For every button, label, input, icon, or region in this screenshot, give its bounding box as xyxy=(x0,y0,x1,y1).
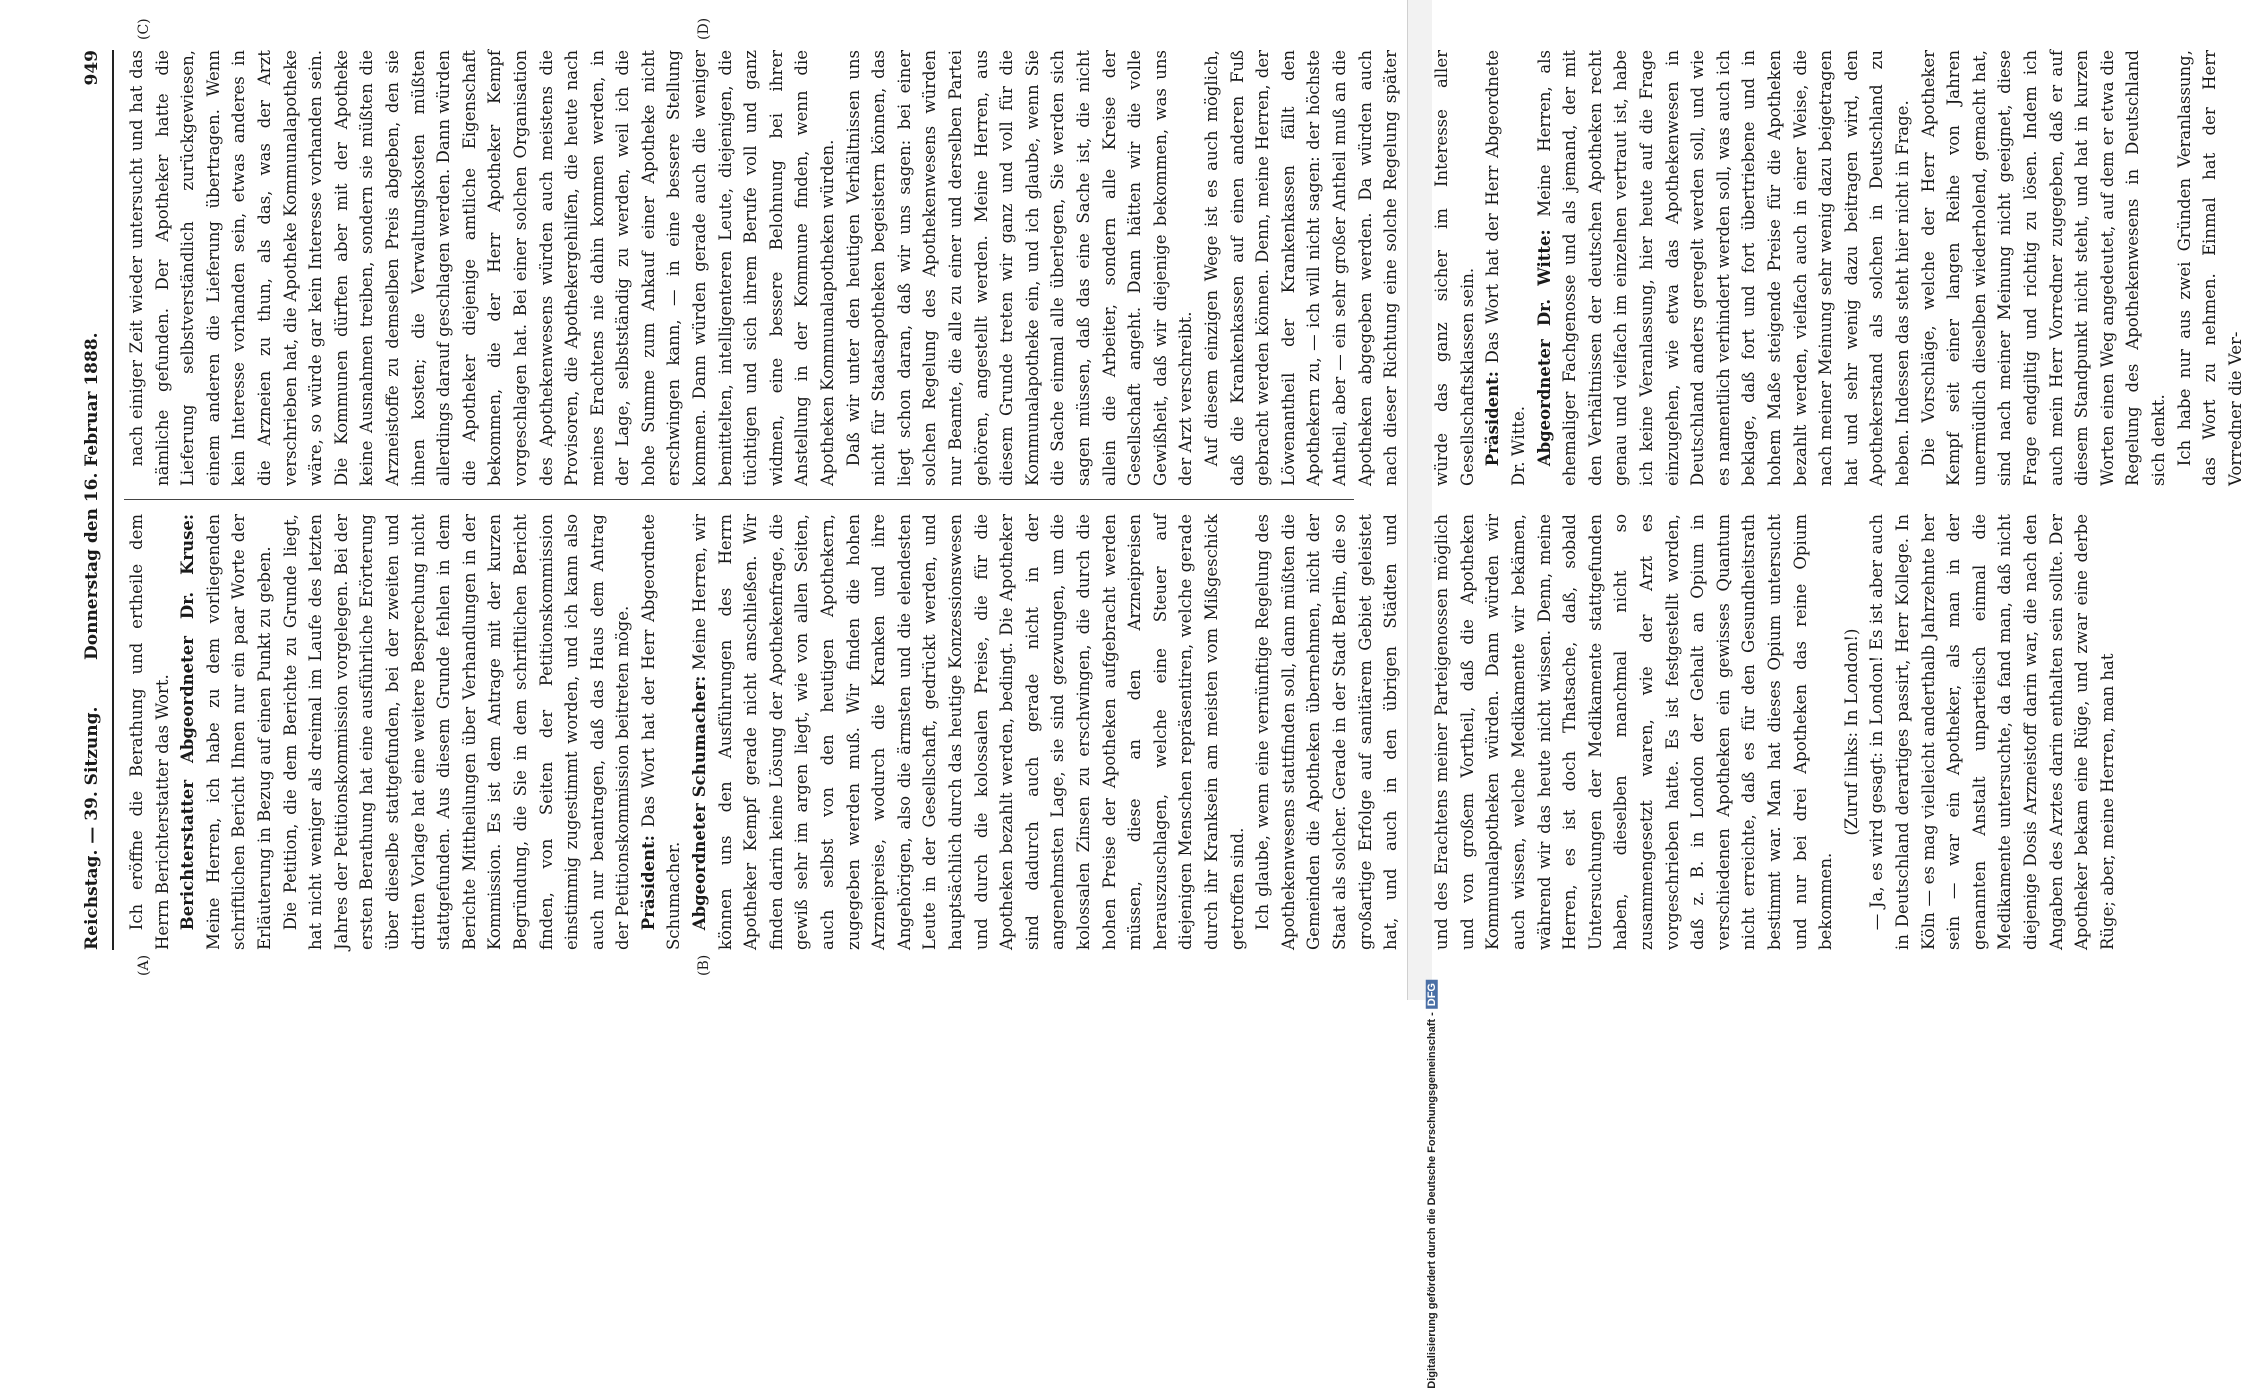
speaker-name: Berichterstatter Abgeordneter Dr. Kruse: xyxy=(178,514,197,930)
header-session: Reichstag. — 39. Sitzung. xyxy=(82,707,102,950)
speech-text: Meine Herren, wir können uns den Ausführungen des Herrn Apotheker Kempf gerade nicht anschließen. Wir finden darin keine Lösung der Apothekenfrage, die gewiß sehr im argen liegt, wie von allen Seiten, auch selbst von den heutigen Apothekern, zugegeben werden muß. Wir finden die hohen Arzneipreise, wodurch die Kranken und ihre Angehörigen, also die ärmsten und die elendesten Leute in der Gesellschaft, gedrückt werden, und hauptsächlich durch das heutige Konzessionswesen und durch die kolossalen Preise, die für die Apotheken bezahlt werden, bedingt. Die Apotheker sind dadurch auch gerade nicht in der angenehmsten Lage, sie sind gezwungen, um die kolossalen Zinsen zu erschwingen, die durch die hohen Preise der Apotheken aufgebracht werden müssen, diese an den Arzneipreisen herauszuschlagen, welche eine Steuer auf diejenigen Menschen repräsentiren, welche gerade durch ihr Kranksein am meisten vom Mißgeschick getroffen sind. xyxy=(690,514,1246,950)
page-number: 949 xyxy=(82,50,102,86)
speech-text: Das Wort hat der Herr Abgeordnete Dr. Witte. xyxy=(1483,50,1528,486)
paragraph: Ich glaube, wenn eine vernünftige Regelung des Apothekenwesens stattfinden soll, dann müßten die Gemeinden die Apotheken übernehmen, nicht der Staat als solcher. Gerade in der Stadt Berlin, die so großartige Erfolge auf sanitärem Gebiet geleistet hat, und auch in den übrigen Städten und und des Erachtens meiner Parteigenossen möglich und von großem Vortheil, daß die Apotheken Kommunalapotheken würden. Dann würden wir auch wissen, welche Medikamente wir bekämen, während wir das heute nicht wissen. Denn, meine Herren, es ist doch Thatsache, daß, sobald Untersuchungen der Medikamente stattgefunden haben, dieselben manchmal nicht so zusammengesetzt waren, wie der Arzt es vorgeschrieben hatte. Es ist festgestellt worden, daß z. B. in London der Gehalt an Opium in verschiedenen Apotheken ein gewisses Quantum nicht erreichte, daß es für den Gesundheitsrath bestimmt war. Man hat dieses Opium untersucht und nur bei drei Apotheken das reine Opium bekommen. xyxy=(1250,514,1839,950)
speaker-name: Abgeordneter Schumacher: xyxy=(690,676,709,930)
paragraph xyxy=(1532,50,1916,486)
scan-credit-strip xyxy=(1407,0,1432,1000)
paragraph: Daß wir unter den heutigen Verhältnissen uns nicht für Staatsapotheken begeistern können, das liegt schon daran, daß wir uns sagen: bei einer solchen Regelung des Apothekenwesens würden nur Beamte, die alle zu einer und derselben Partei gehören, angestellt werden. Meine Herren, aus diesem Grunde treten wir ganz und voll für die Kommunalapotheke ein, und ich glaube, wenn Sie die Sache einmal alle überlegen, Sie werden sich sagen müssen, daß das eine Sache ist, die nicht allein die Arbeiter, sondern alle Kreise der Gesellschaft angeht. Dann hätten wir die volle Gewißheit, daß wir diejenige bekommen, was uns der Arzt verschreibt. xyxy=(841,50,1199,486)
dfg-logo: DFG xyxy=(1426,980,1438,1009)
margin-mark-c: (C) xyxy=(136,18,152,40)
text-columns xyxy=(124,50,1354,950)
paragraph xyxy=(175,514,277,950)
column-divider xyxy=(124,499,1354,500)
margin-mark-d: (D) xyxy=(696,18,712,40)
paragraph: Die Vorschläge, welche der Herr Apotheker Kempf seit einer langen Reihe von Jahren unermüdlich dieselben wiederholend, gemacht hat, sind nach meiner Meinung nicht geeignet, diese Frage endgiltig und richtig zu lösen. Indem ich auch mein Herr Vorredner zugegeben, daß er auf diesem Standpunkt nicht steht, und hat in kurzen Worten einen Weg angedeutet, auf dem er etwa die Regelung des Apothekenwesens in Deutschland sich denkt. xyxy=(1916,50,2172,486)
digitization-credit xyxy=(1426,980,1438,1389)
left-column xyxy=(124,514,1354,950)
paragraph: Auf diesem einzigen Wege ist es auch möglich, daß die Krankenkassen auf einen anderen Fuß gebracht werden können. Denn, meine Herren, der Löwenantheil der Krankenkassen fällt den Apothekern zu, — ich will nicht sagen: der höchste Antheil, aber — ein sehr großer Antheil muß an die Apotheken abgegeben werden. Da würden auch nach dieser Richtung eine solche Regelung später würde das ganz sicher im Interesse aller Gesellschaftsklassen sein. xyxy=(1199,50,1481,486)
speaker-name: Präsident: xyxy=(1483,371,1502,466)
paragraph xyxy=(687,514,1250,950)
paragraph xyxy=(1480,50,1531,486)
paragraph: — Ja, es wird gesagt: in London! Es ist aber auch in Deutschland derartiges passirt, Herr Kollege. In Köln — es mag vielleicht anderthalb Jahrzehnte her sein — war ein Apotheker, als man in der genannten Anstalt unparteiisch einmal die Medikamente untersuchte, da fand man, daß nicht diejenige Dosis Arzneistoff darin war, die nach den Angaben des Arztes darin enthalten sein sollte. Der Apotheker bekam eine Rüge, und zwar eine derbe Rüge; aber, meine Herren, man hat xyxy=(1864,514,2120,950)
paragraph: Ich habe nur aus zwei Gründen Veranlassung, das Wort zu nehmen. Einmal hat der Herr Vorredner die Ver- xyxy=(2172,50,2248,486)
speech-text: Meine Herren, als ehemaliger Fachgenosse und als jemand, der mit den Verhältnissen der deutschen Apotheken recht genau und vielfach im einzelnen vertraut ist, habe ich keine Veranlassung, hier heute auf die Frage einzugehen, wie etwa das Apothekenwesen in Deutschland anders geregelt werden soll, und wie es namentlich verhindert werden soll, was auch ich beklage, daß fort und fort übertriebene und in hohem Maße steigende Preise für die Apotheken bezahlt werden, vielfach auch in einer Weise, die nach meiner Meinung sehr wenig dazu beigetragen hat und sehr wenig dazu beitragen wird, den Apothekerstand als solchen in Deutschland zu heben. Indessen das steht hier nicht in Frage. xyxy=(1535,50,1912,486)
paragraph xyxy=(636,514,687,950)
paragraph: Ich eröffne die Berathung und ertheile dem Herrn Berichterstatter das Wort. xyxy=(124,514,175,950)
running-header xyxy=(76,50,114,950)
speaker-name: Präsident: xyxy=(639,835,658,930)
speech-text: Meine Herren, ich habe zu dem vorliegenden schriftlichen Bericht Ihnen nur ein paar Worte der Erläuterung in Bezug auf einen Punkt zu geben. xyxy=(204,514,274,950)
margin-mark-b: (B) xyxy=(696,955,712,976)
right-column xyxy=(124,50,1354,486)
speech-text: Das Wort hat der Herr Abgeordnete Schumacher. xyxy=(639,514,684,950)
speaker-name: Abgeordneter Dr. Witte: xyxy=(1535,229,1554,466)
paragraph: Die Petition, die dem Berichte zu Grunde liegt, hat nicht weniger als dreimal im Laufe des letzten Jahres der Petitionskommission vorgelegen. Bei der ersten Berathung hat eine ausführliche Erörterung über dieselbe stattgefunden, bei der zweiten und dritten Vorlage hat eine weitere Besprechung nicht stattgefunden. Aus diesem Grunde fehlen in dem Berichte Mittheilungen über Verhandlungen in der Kommission. Es ist dem Antrage mit der kurzen Begründung, die Sie in dem schriftlichen Bericht finden, von Seiten der Petitionskommission einstimmig zugestimmt worden, und ich kann also auch nur beantragen, daß das Haus dem Antrag der Petitionskommission beitreten möge. xyxy=(278,514,636,950)
margin-mark-a: (A) xyxy=(136,955,152,976)
scanned-page xyxy=(0,0,1432,1000)
paragraph: nach einiger Zeit wieder untersucht und hat das nämliche gefunden. Der Apotheker hatte die Lieferung selbstverständlich zurückgewiesen, einem anderen die Lieferung übertragen. Wenn kein Interesse vorhanden sein, etwas anderes in die Arzneien zu thun, als das, was der Arzt verschrieben hat, die Apotheke Kommunalapotheke wäre, so würde gar kein Interesse vorhanden sein. Die Kommunen dürften aber mit der Apotheke keine Ausnahmen treiben, sondern sie müßten die Arzneistoffe zu demselben Preis abgeben, den sie ihnen kosten; die Verwaltungskosten müßten allerdings darauf geschlagen werden. Dann würden die Apotheker diejenige amtliche Eigenschaft bekommen, die der Herr Apotheker Kempf vorgeschlagen hat. Bei einer solchen Organisation des Apothekenwesens würden auch meistens die Provisoren, die Apothekergehilfen, die heute nach meines Erachtens nie dahin kommen werden, in der Lage, selbstständig zu werden, weil ich die hohe Summe zum Ankauf einer Apotheke nicht erschwingen kann, — in eine bessere Stellung kommen. Dann würden gerade auch die weniger bemittelten, intelligenteren Leute, diejenigen, die tüchtigen und sich ihrem Berufe voll und ganz widmen, eine bessere Belohnung bei ihrer Anstellung in der Kommune finden, wenn die Apotheken Kommunalapotheken würden. xyxy=(124,50,841,486)
interjection: (Zuruf links: In London!) xyxy=(1839,514,1865,950)
header-date: Donnerstag den 16. Februar 1888. xyxy=(82,332,102,660)
credit-text: Digitalisierung gefördert durch die Deutsche Forschungsgemeinschaft - xyxy=(1426,1012,1438,1389)
page-inner xyxy=(76,50,1366,950)
rotated-page-content xyxy=(26,20,1406,980)
